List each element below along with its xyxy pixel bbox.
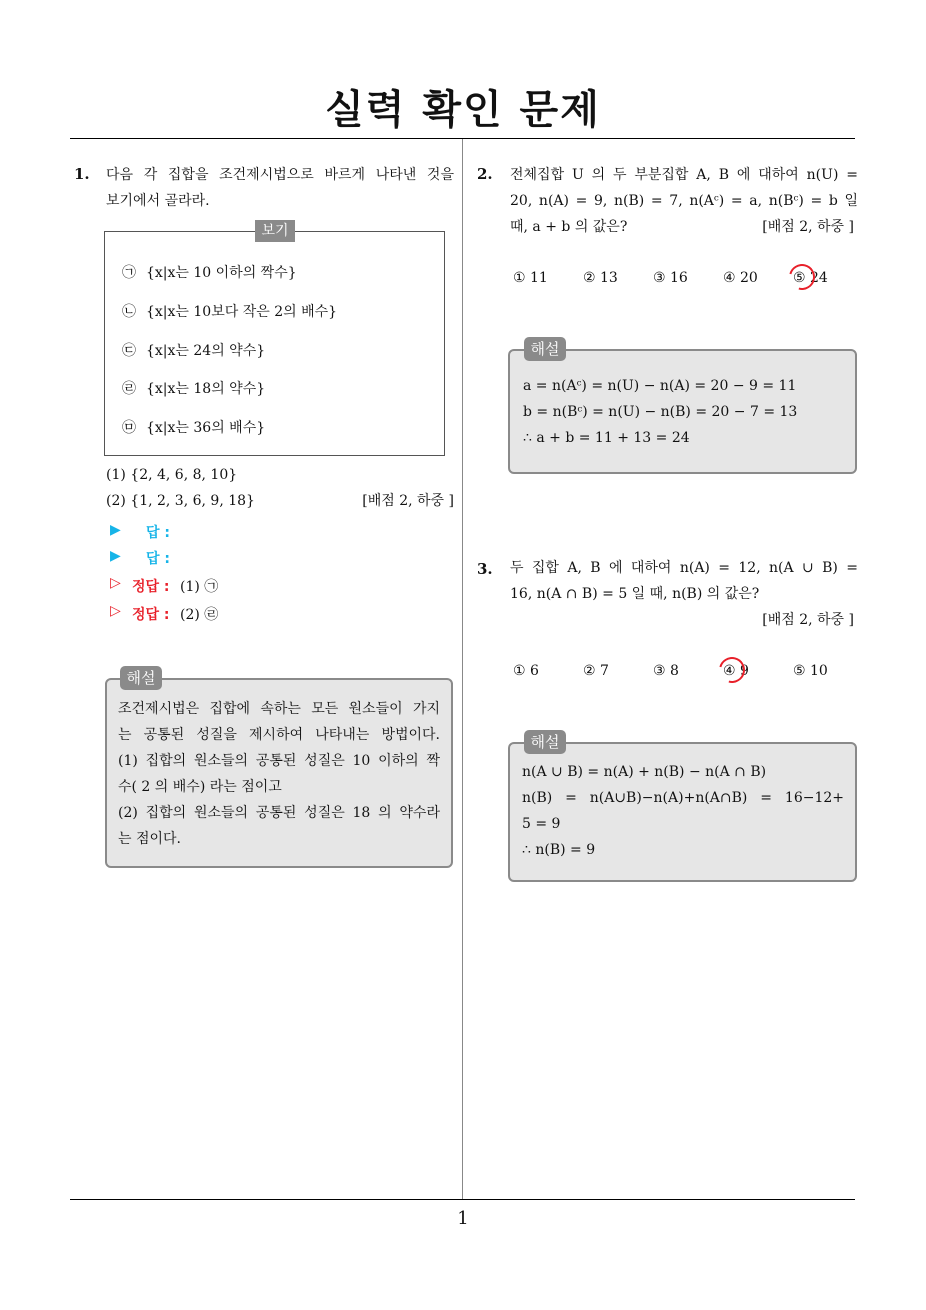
question-2-text-line1: 전체집합 U 의 두 부분집합 A, B 에 대하여 n(U) = [510, 167, 858, 183]
correct-answer-value: (1) ㉠ [180, 579, 219, 595]
solution-line: 는 공통된 성질을 제시하여 나타내는 방법이다. [118, 727, 440, 743]
column-divider [462, 139, 463, 1200]
choice-5[interactable]: ⑤ 24 [793, 270, 828, 286]
solution-line: 수( 2 의 배수) 라는 점이고 [118, 779, 282, 795]
choice-4[interactable]: ④ 9 [723, 663, 749, 679]
footer-divider [70, 1199, 855, 1200]
solution-line: ∴ a + b = 11 + 13 = 24 [523, 430, 690, 446]
answer-label: 답 : [146, 551, 170, 567]
solution-line: ∴ n(B) = 9 [522, 842, 596, 858]
bogi-item[interactable] [122, 379, 265, 399]
bogi-item-mark: ㉤ [122, 420, 136, 436]
solution-line: n(A ∪ B) = n(A) + n(B) − n(A ∩ B) [522, 764, 767, 780]
choice-5[interactable]: ⑤ 10 [793, 663, 828, 679]
bogi-item[interactable] [122, 341, 265, 361]
question-1-sub-2: (2) {1, 2, 3, 6, 9, 18} [106, 493, 255, 509]
bogi-item[interactable] [122, 418, 265, 438]
answer-circle-mark [714, 652, 750, 688]
bogi-item-text: {x|x는 36의 배수} [146, 420, 266, 436]
solution-line: (2) 집합의 원소들의 공통된 성질은 18 의 약수라 [118, 805, 440, 821]
correct-answer-label: 정답 : [132, 607, 170, 623]
bogi-item-text: {x|x는 18의 약수} [146, 381, 266, 397]
solution-line: b = n(Bᶜ) = n(U) − n(B) = 20 − 7 = 13 [523, 404, 798, 420]
page-title: 실력 확인 문제 [325, 87, 601, 133]
solution-line: 는 점이다. [118, 831, 181, 847]
solution-label: 해설 [120, 666, 162, 690]
choice-2[interactable]: ② 13 [583, 270, 618, 286]
question-1-number: 1. [74, 165, 90, 183]
bogi-item-mark: ㉠ [122, 265, 136, 281]
solution-label: 해설 [524, 730, 566, 754]
bogi-item-text: {x|x는 24의 약수} [146, 343, 266, 359]
question-3-text-line1: 두 집합 A, B 에 대하여 n(A) = 12, n(A ∪ B) = [510, 560, 858, 576]
question-1-text-line2: 보기에서 골라라. [106, 193, 210, 209]
question-3-text-line2: 16, n(A ∩ B) = 5 일 때, n(B) 의 값은? [510, 586, 760, 602]
answer-label: 답 : [146, 525, 170, 541]
question-2-text-line2: 20, n(A) = 9, n(B) = 7, n(Aᶜ) = a, n(Bᶜ) = b 일 [510, 193, 858, 209]
choice-3[interactable]: ③ 8 [653, 663, 679, 679]
choice-2[interactable]: ② 7 [583, 663, 609, 679]
choice-1[interactable]: ① 6 [513, 663, 539, 679]
bogi-label: 보기 [255, 220, 295, 242]
choice-4[interactable]: ④ 20 [723, 270, 758, 286]
solution-line: 조건제시법은 집합에 속하는 모든 원소들이 가지 [118, 701, 440, 717]
solution-line: 5 = 9 [522, 816, 561, 832]
correct-answer-label: 정답 : [132, 579, 170, 595]
solution-label: 해설 [524, 337, 566, 361]
bogi-item-mark: ㉡ [122, 304, 136, 320]
question-3-number: 3. [477, 560, 493, 578]
bogi-item-mark: ㉣ [122, 381, 136, 397]
question-2-score: [배점 2, 하중 ] [762, 219, 854, 235]
question-1-score: [배점 2, 하중 ] [362, 493, 454, 509]
question-2-number: 2. [477, 165, 493, 183]
correct-answer-value: (2) ㉣ [180, 607, 219, 623]
solution-line: n(B) = n(A∪B)−n(A)+n(A∩B) = 16−12+ [522, 790, 844, 806]
answer-arrow-icon: ▶ [110, 548, 121, 564]
correct-answer-arrow-icon: ▷ [110, 575, 121, 591]
answer-arrow-icon: ▶ [110, 522, 121, 538]
bogi-item[interactable] [122, 263, 297, 283]
question-3-score: [배점 2, 하중 ] [762, 612, 854, 628]
question-1-sub-1: (1) {2, 4, 6, 8, 10} [106, 467, 238, 483]
solution-line: a = n(Aᶜ) = n(U) − n(A) = 20 − 9 = 11 [523, 378, 797, 394]
bogi-item-text: {x|x는 10 이하의 짝수} [146, 265, 297, 281]
bogi-item[interactable] [122, 302, 337, 322]
question-1-text-line1: 다음 각 집합을 조건제시법으로 바르게 나타낸 것을 [106, 167, 454, 183]
bogi-item-mark: ㉢ [122, 343, 136, 359]
question-2-text-line3: 때, a + b 의 값은? [510, 219, 628, 235]
answer-circle-mark [784, 259, 820, 295]
choice-3[interactable]: ③ 16 [653, 270, 688, 286]
choice-1[interactable]: ① 11 [513, 270, 548, 286]
bogi-item-text: {x|x는 10보다 작은 2의 배수} [146, 304, 338, 320]
page-number: 1 [457, 1208, 469, 1229]
solution-line: (1) 집합의 원소들의 공통된 성질은 10 이하의 짝 [118, 753, 440, 769]
correct-answer-arrow-icon: ▷ [110, 603, 121, 619]
